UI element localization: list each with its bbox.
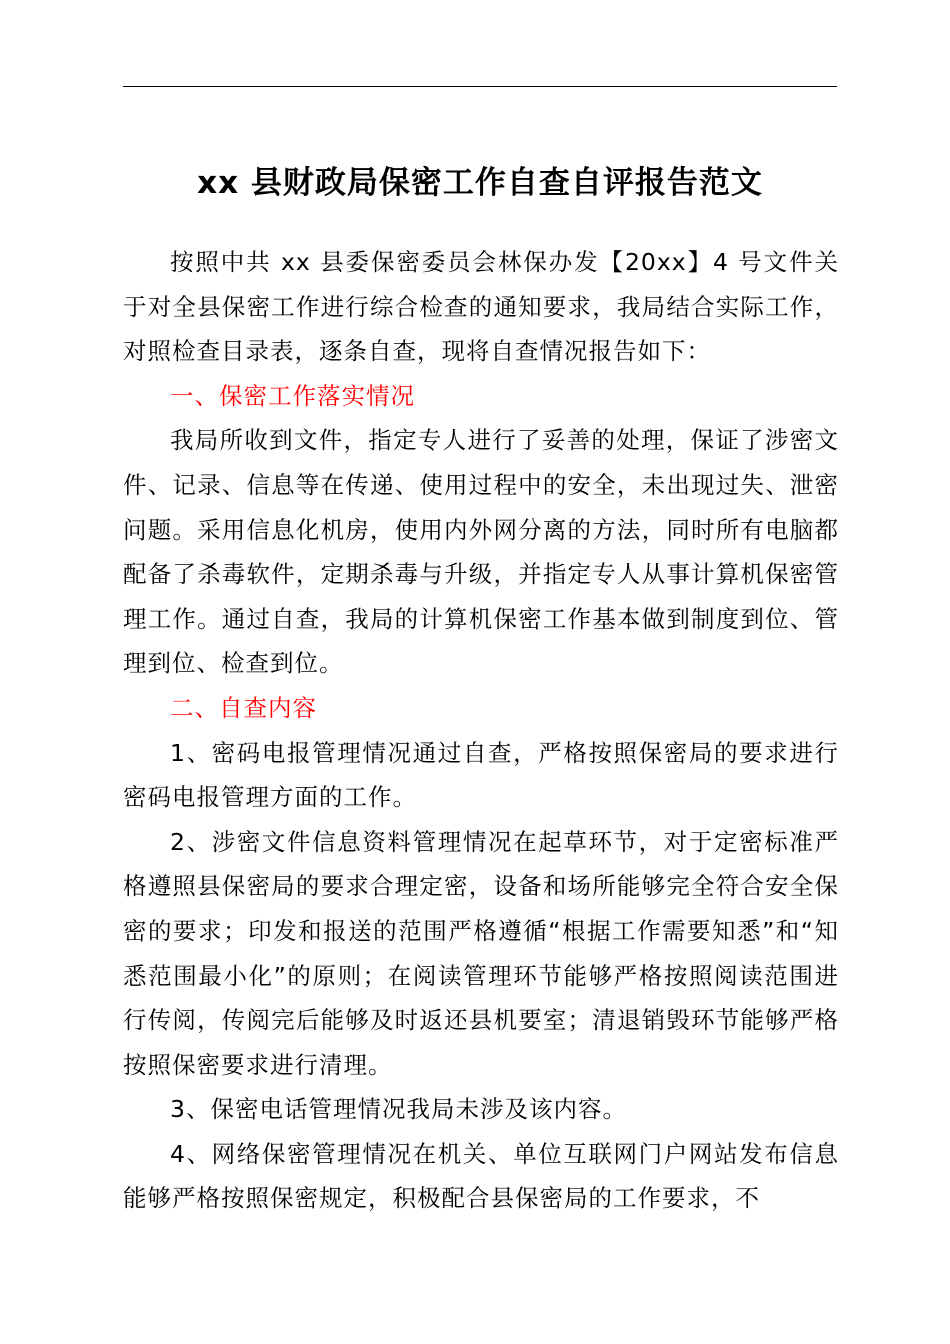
item-1-paragraph: 1、密码电报管理情况通过自查，严格按照保密局的要求进行密码电报管理方面的工作。 <box>123 738 839 812</box>
section-heading-1: 一、保密工作落实情况 <box>170 381 415 410</box>
section-1-paragraph: 我局所收到文件，指定专人进行了妥善的处理，保证了涉密文件、记录、信息等在传递、使用过程中的安全，未出现过失、泄密问题。采用信息化机房，使用内外网分离的方法，同时所有电脑都配备了杀毒软件，定期杀毒与升级，并指定专人从事计算机保密管理工作。通过自查，我局的计算机保密工作基本做到制度到位、管理到位、检查到位。 <box>123 426 839 678</box>
item-2-paragraph: 2、涉密文件信息资料管理情况在起草环节，对于定密标准严格遵照县保密局的要求合理定密，设备和场所能够完全符合安全保密的要求；印发和报送的范围严格遵循“根据工作需要知悉”和“知悉范围最小化”的原则；在阅读管理环节能够严格按照阅读范围进行传阅，传阅完后能够及时返还县机要室；清退销毁环节能够严格按照保密要求进行清理。 <box>123 827 839 1079</box>
intro-paragraph: 按照中共 xx 县委保密委员会林保办发【20xx】4 号文件关于对全县保密工作进行综合检查的通知要求，我局结合实际工作，对照检查目录表，逐条自查，现将自查情况报告如下： <box>123 248 839 366</box>
item-3-paragraph: 3、保密电话管理情况我局未涉及该内容。 <box>170 1095 627 1124</box>
document-body <box>123 240 839 1221</box>
item-4-paragraph: 4、网络保密管理情况在机关、单位互联网门户网站发布信息能够严格按照保密规定，积极配合县保密局的工作要求，不 <box>123 1139 839 1213</box>
document-title: xx 县财政局保密工作自查自评报告范文 <box>197 165 763 201</box>
section-heading-2: 二、自查内容 <box>170 693 317 722</box>
header-rule <box>123 86 837 87</box>
